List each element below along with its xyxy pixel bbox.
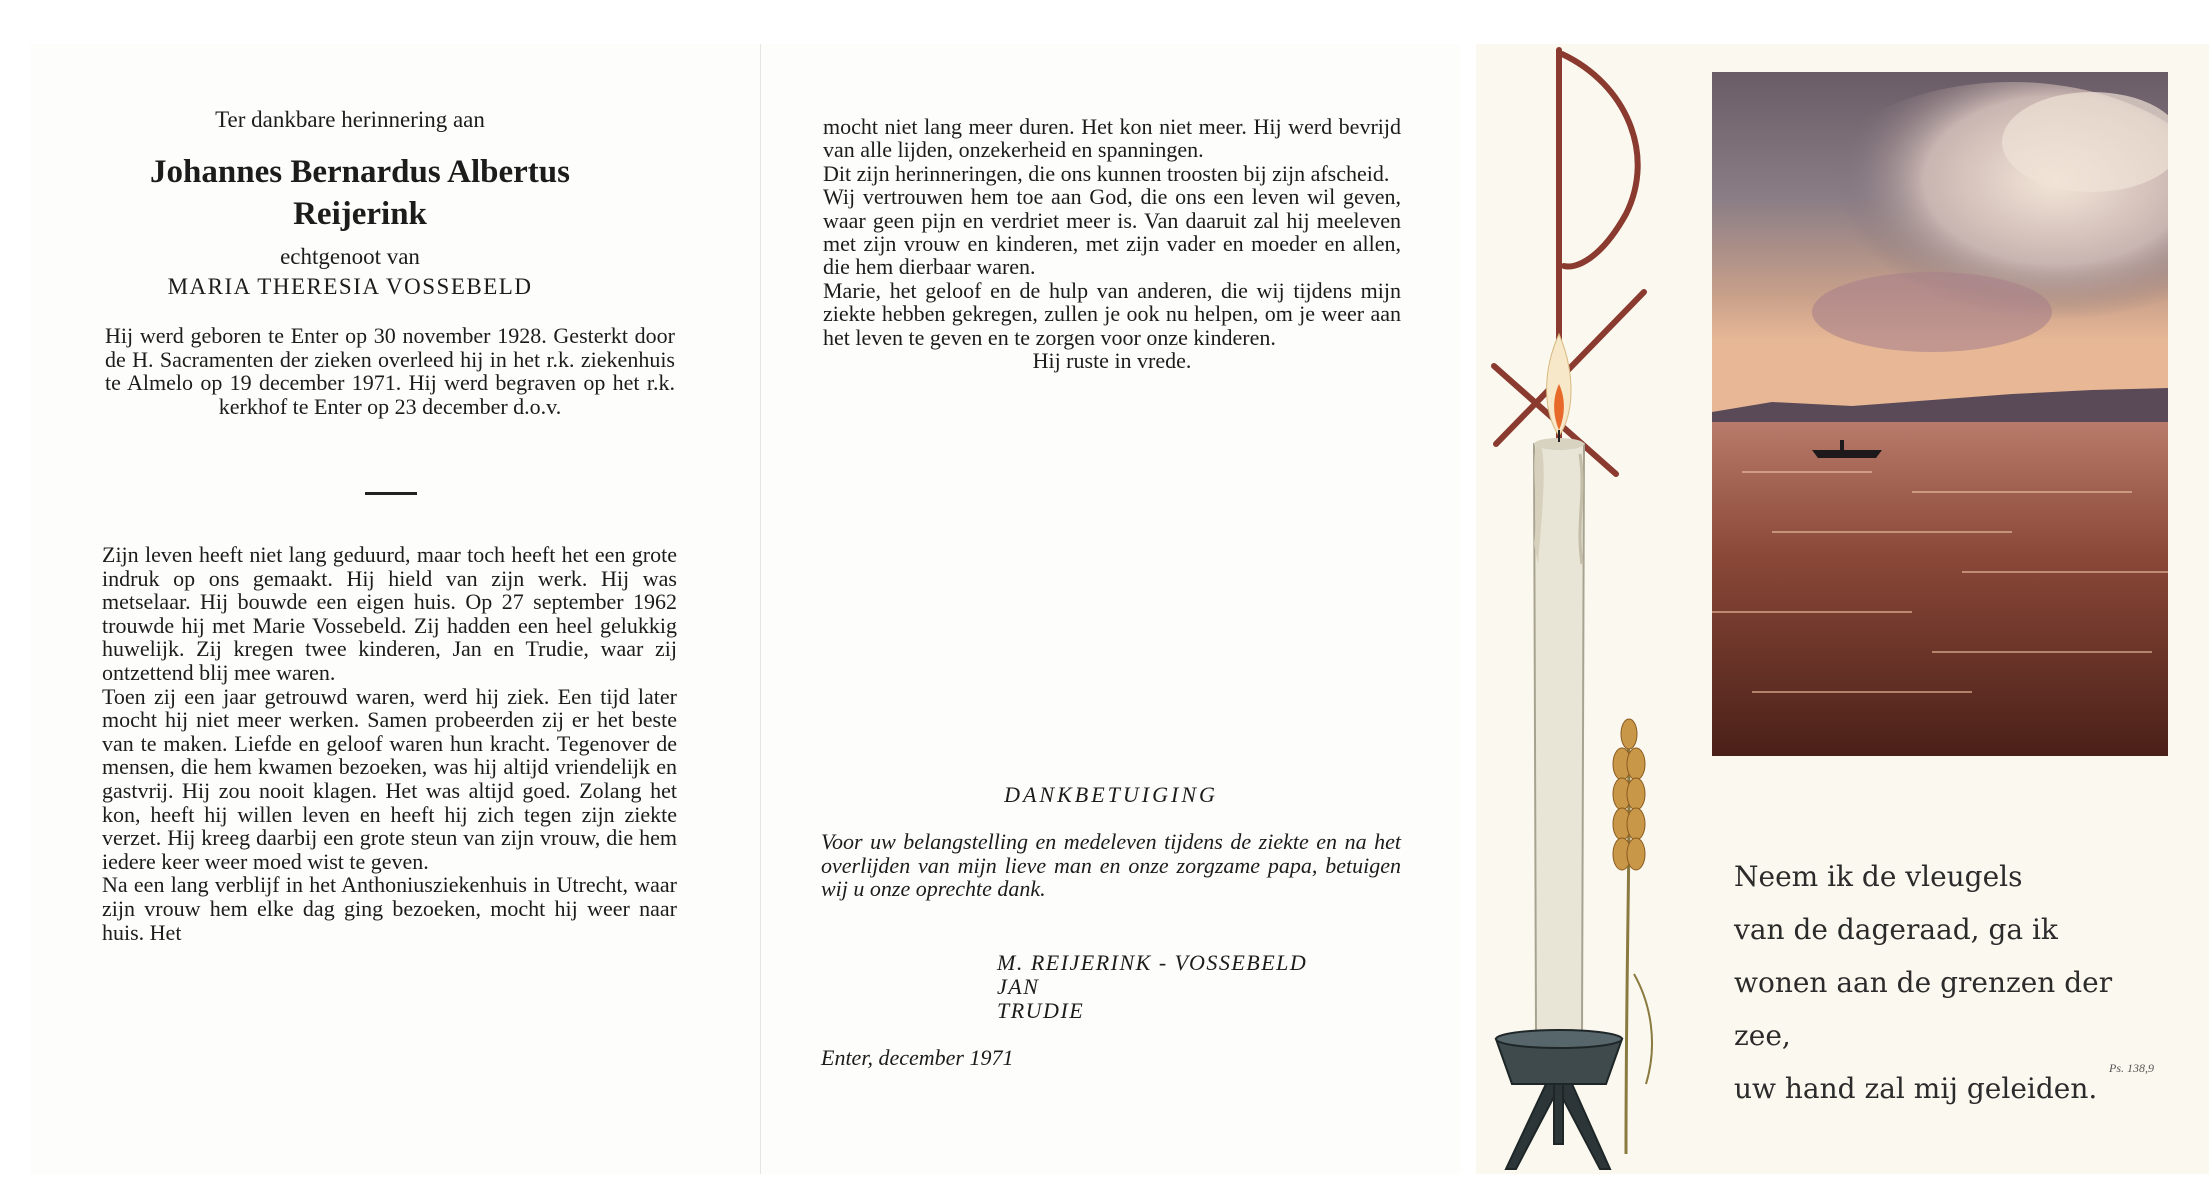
continuation-paragraph: Marie, het geloof en de hulp van anderen, die wij tijdens mijn ziekte hebben gekregen, zullen je ook nu helpen, om je weer aan het leven te geven en te zorgen voor onze kinderen.: [823, 277, 1401, 350]
continuation-paragraph: mocht niet lang meer duren. Het kon niet meer. Hij werd bevrijd van alle lijden, onzekerheid en spanningen.: [823, 114, 1401, 163]
candle-icon: [1534, 334, 1584, 1039]
signature-line: TRUDIE: [997, 998, 1085, 1023]
thanks-text: Voor uw belangstelling en medeleven tijdens de ziekte en na het overlijden van mijn lieve man en onze zorgzame papa, betuigen wij u onze oprechte dank.: [821, 829, 1401, 902]
front-image-page: [1476, 44, 2209, 1174]
verse-line: uw hand zal mij geleiden.: [1734, 1072, 2098, 1105]
thanks-title: DANKBETUIGING: [1004, 782, 1218, 807]
sunset-lake-photo: [1712, 72, 2168, 756]
signature-line: M. REIJERINK - VOSSEBELD: [997, 950, 1308, 975]
story-paragraph: Toen zij een jaar getrouwd waren, werd hij ziek. Een tijd later mocht hij niet meer werken. Samen probeerden zij er het beste van te maken. Liefde en geloof waren hun kracht. Tegenover de mensen, die hem kwamen bezoeken, was hij altijd vriendelijk en gastvrij. Hij zou nooit klagen. Het was altijd goed. Zolang het kon, heeft hij willen leven en heeft hij zich tegen zijn ziekte verzet. Hij kreeg daarbij een grote steun van zijn vrouw, die hem iedere keer weer moed wist te geven.: [102, 683, 677, 874]
spouse-name: MARIA THERESIA VOSSEBELD: [167, 274, 533, 299]
wheat-icon: [1613, 719, 1652, 1154]
middle-page: [760, 44, 1460, 1174]
verse-line: wonen aan de grenzen der zee,: [1734, 966, 2113, 1052]
verse-reference: Ps. 138,9: [2109, 1061, 2154, 1075]
story-continuation: [823, 115, 1401, 372]
verse-line: van de dageraad, ga ik: [1734, 913, 2058, 946]
left-page: [30, 44, 760, 1174]
signatures: [997, 951, 1417, 1023]
biography: Hij werd geboren te Enter op 30 november 1928. Gesterkt door de H. Sacramenten der zieken overleed hij in het r.k. ziekenhuis te Almelo op 19 december 1971. Hij werd begraven op het r.k. kerkhof te Enter op 23 december d.o.v.: [105, 323, 675, 419]
name-line-2: Reijerink: [293, 196, 427, 232]
name-line-1: Johannes Bernardus Albertus: [150, 154, 570, 190]
rest-in-peace: Hij ruste in vrede.: [1032, 348, 1192, 374]
continuation-paragraph: Wij vertrouwen hem toe aan God, die ons een leven wil geven, waar geen pijn en verdriet meer is. Van daaruit zal hij meeleven met zijn vrouw en kinderen, met zijn vader en moeder en allen, die hem dierbaar waren.: [823, 184, 1401, 280]
story-paragraph: Zijn leven heeft niet lang geduurd, maar toch heeft het een grote indruk op ons gemaakt. Hij hield van zijn werk. Hij was metselaar. Hij bouwde een eigen huis. Op 27 september 1962 trouwde hij met Marie Vossebeld. Zij hadden een heel gelukkig huwelijk. Zij kregen twee kinderen, Jan en Trudie, waar zij ontzettend blij mee waren.: [102, 542, 677, 685]
divider: [365, 492, 417, 495]
place-date: Enter, december 1971: [821, 1045, 1014, 1070]
continuation-paragraph: Dit zijn herinneringen, die ons kunnen troosten bij zijn afscheid.: [823, 160, 1390, 186]
spouse-intro: echtgenoot van: [280, 244, 420, 269]
verse-line: Neem ik de vleugels: [1734, 860, 2023, 893]
intro-line: Ter dankbare herinnering aan: [215, 107, 485, 132]
rowboat-icon: [1812, 450, 1882, 458]
life-story: [102, 543, 677, 944]
signature-line: JAN: [997, 974, 1040, 999]
candle-holder-icon: [1496, 1030, 1622, 1169]
story-paragraph: Na een lang verblijf in het Anthoniusziekenhuis in Utrecht, waar zijn vrouw hem elke dag ging bezoeken, mocht hij weer naar huis. Het: [102, 872, 677, 945]
deceased-name: [90, 151, 630, 235]
